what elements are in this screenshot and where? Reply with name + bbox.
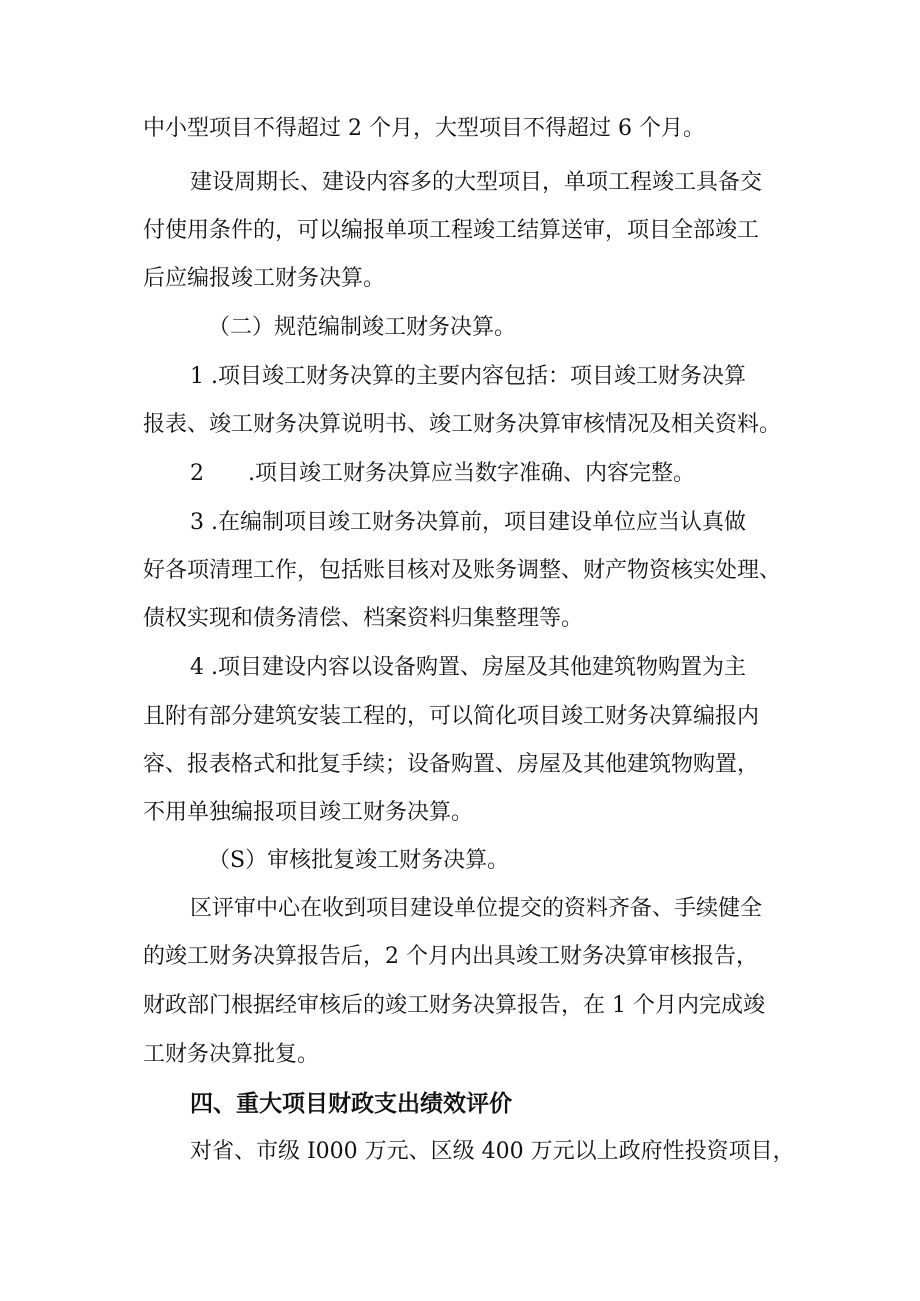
text-line: 2 .项目竣工财务决算应当数字准确、内容完整。 — [190, 461, 695, 486]
text-line: 4 .项目建设内容以设备购置、房屋及其他建筑物购置为主 — [190, 655, 746, 680]
text-line: 区评审中心在收到项目建设单位提交的资料齐备、手续健全 — [190, 896, 763, 921]
text-line: 1 .项目竣工财务决算的主要内容包括：项目竣工财务决算 — [190, 364, 746, 389]
text-line: 付使用条件的，可以编报单项工程竣工结算送审，项目全部竣工 — [143, 218, 760, 243]
text-line: 的竣工财务决算报告后，2 个月内出具竣工财务决算审核报告， — [143, 944, 758, 969]
text-line: 后应编报竣工财务决算。 — [143, 266, 386, 291]
section-heading: （S）审核批复竣工财务决算。 — [208, 848, 510, 873]
text-line: 财政部门根据经审核后的竣工财务决算报告，在 1 个月内完成竣 — [143, 993, 765, 1018]
text-line: 工财务决算批复。 — [143, 1042, 320, 1067]
text-line: 建设周期长、建设内容多的大型项目，单项工程竣工具备交 — [190, 170, 763, 195]
text-line: 容、报表格式和批复手续；设备购置、房屋及其他建筑物购置， — [143, 752, 760, 777]
text-line: 对省、市级 I000 万元、区级 400 万元以上政府性投资项目， — [190, 1139, 795, 1164]
text-line: 不用单独编报项目竣工财务决算。 — [143, 800, 474, 825]
text-line: 债权实现和债务清偿、档案资料归集整理等。 — [143, 606, 584, 631]
section-heading: （二）规范编制竣工财务决算。 — [208, 315, 517, 340]
chapter-heading: 四、重大项目财政支出绩效评价 — [190, 1091, 512, 1117]
text-line: 中小型项目不得超过 2 个月，大型项目不得超过 6 个月。 — [143, 116, 705, 141]
text-line: 报表、竣工财务决算说明书、竣工财务决算审核情况及相关资料。 — [143, 412, 782, 437]
text-line: 好各项清理工作，包括账目核对及账务调整、财产物资核实处理、 — [143, 558, 782, 583]
text-line: 3 .在编制项目竣工财务决算前，项目建设单位应当认真做 — [190, 510, 746, 535]
text-line: 且附有部分建筑安装工程的，可以简化项目竣工财务决算编报内 — [143, 704, 760, 729]
